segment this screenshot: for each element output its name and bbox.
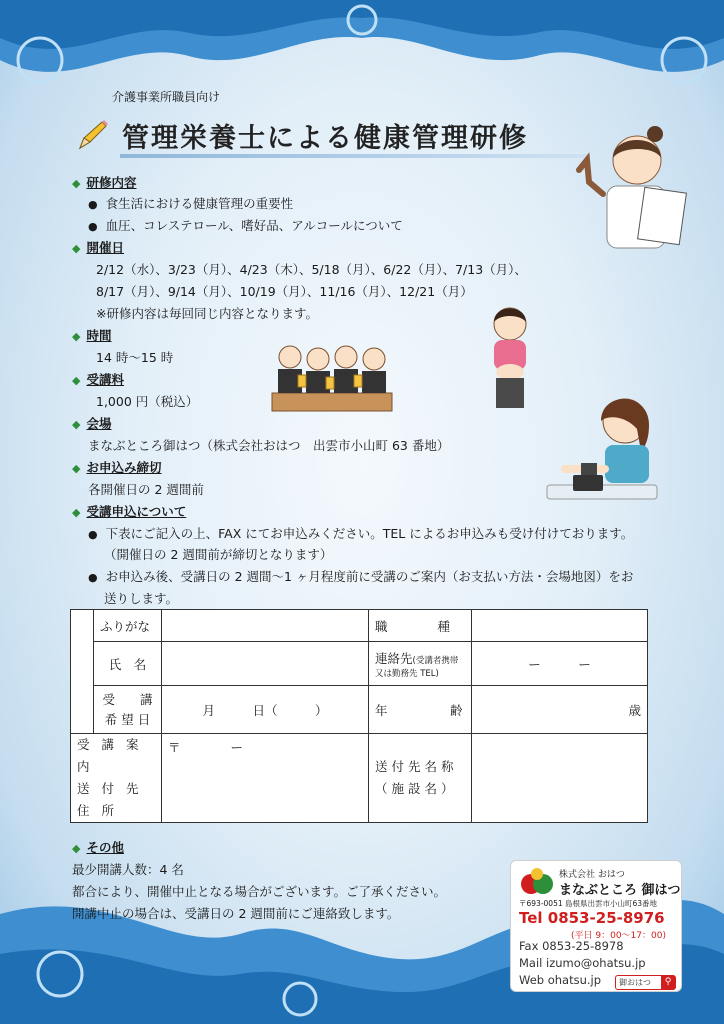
fee-value: 1,000 円（税込） — [96, 394, 199, 409]
company-info-card — [510, 860, 682, 992]
list-item: ● お申込み後、受講日の 2 週間～1 ヶ月程度前に受講のご案内（お支払い方法・会場地図）をお — [88, 569, 634, 584]
desired-date-field[interactable]: 月 日（ ） — [162, 686, 369, 734]
dates-line-2: 8/17（月）、9/14（月）、10/19（月）、11/16（月）、12/21（月） — [96, 284, 473, 299]
drinking-people-illustration — [270, 335, 394, 413]
age-unit: 歳 — [628, 702, 641, 718]
other-line-1: 最少開講人数：4 名 — [72, 862, 184, 877]
top-decorative-frame — [0, 0, 724, 110]
desired-date-label: 受 講 希 望 日 — [94, 686, 162, 734]
title-underline — [120, 154, 590, 158]
diamond-icon: ◆ — [72, 418, 81, 431]
diamond-icon: ◆ — [72, 374, 81, 387]
furigana-label: ふりがな — [94, 610, 162, 642]
business-hours: (平日 9：00～17：00) — [571, 931, 666, 941]
list-item: ● 下表にご記入の上、FAX にてお申込みください。TEL によるお申込みも受け付けております。 — [88, 526, 634, 541]
list-item-continued: 送りします。 — [104, 591, 179, 606]
section-deadline-heading: ◆ お申込み締切 — [72, 458, 161, 479]
occupation-label: 職 種 — [369, 610, 472, 642]
destination-name-field[interactable] — [472, 734, 648, 823]
section-content-heading: ◆ 研修内容 — [72, 173, 136, 194]
list-item: ● 食生活における健康管理の重要性 — [88, 196, 294, 211]
list-item: ● 血圧、コレステロール、嗜好品、アルコールについて — [88, 218, 403, 233]
contact-label-cell — [369, 642, 472, 686]
section-other-heading: ◆ その他 — [72, 838, 124, 859]
deadline-value: 各開催日の 2 週間前 — [88, 482, 204, 497]
dates-note: ※研修内容は毎回同じ内容となります。 — [96, 306, 318, 321]
section-venue-heading: ◆ 会場 — [72, 414, 111, 435]
furigana-field[interactable] — [162, 610, 369, 642]
occupation-field[interactable] — [472, 610, 648, 642]
contact-note: 又は勤務先 TEL) — [375, 668, 439, 679]
diamond-icon: ◆ — [72, 842, 81, 855]
company-name: 株式会社 おはつ — [559, 870, 625, 880]
dates-line-1: 2/12（水）、3/23（月）、4/23（木）、5/18（月）、6/22（月）、7/13（月）、 — [96, 262, 527, 277]
diamond-icon: ◆ — [72, 177, 81, 190]
venue-value: まなぶところ御はつ（株式会社おはつ 出雲市小山町 63 番地） — [88, 438, 450, 453]
company-address: 〒693-0051 島根県出雲市小山町63番地 — [519, 899, 658, 908]
page-title: 管理栄養士による健康管理研修 — [122, 123, 528, 154]
section-time-heading: ◆ 時間 — [72, 326, 111, 347]
list-item-continued: （開催日の 2 週間前が締切となります） — [104, 547, 333, 562]
diamond-icon: ◆ — [72, 506, 81, 519]
teacher-illustration — [575, 120, 695, 250]
search-label: 御おはつ — [619, 978, 651, 987]
other-line-2: 都合により、開催中止となる場合がございます。ご了承ください。 — [72, 884, 447, 899]
title-area — [70, 112, 610, 162]
diamond-icon: ◆ — [72, 462, 81, 475]
company-mail[interactable]: Mail izumo@ohatsu.jp — [519, 956, 646, 970]
diamond-icon: ◆ — [72, 242, 81, 255]
contact-label: 連絡先(受講者携帯 — [375, 650, 459, 666]
contact-phone-field[interactable]: ー ー — [472, 642, 648, 686]
destination-name-label: 送付先名称 （施設名） — [369, 734, 472, 823]
search-box[interactable] — [615, 975, 676, 990]
section-dates-heading: ◆ 開催日 — [72, 238, 124, 259]
application-form — [70, 609, 648, 823]
company-tel: Tel 0853-25-8976 — [519, 909, 665, 927]
send-address-field[interactable] — [162, 734, 369, 823]
name-field[interactable] — [162, 642, 369, 686]
company-web[interactable]: Web ohatsu.jp — [519, 973, 602, 987]
blood-pressure-illustration — [545, 385, 665, 509]
send-address-label: 受 講 案 内 送 付 先 住 所 — [71, 734, 162, 823]
name-label: 氏 名 — [94, 642, 162, 686]
diamond-icon: ◆ — [72, 330, 81, 343]
company-fax: Fax 0853-25-8978 — [519, 939, 624, 953]
logo-icon — [519, 866, 555, 896]
section-apply-heading: ◆ 受講申込について — [72, 502, 186, 523]
section-fee-heading: ◆ 受講料 — [72, 370, 124, 391]
other-line-3: 開講中止の場合は、受講日の 2 週間前にご連絡致します。 — [72, 906, 400, 921]
time-value: 14 時～15 時 — [96, 350, 174, 365]
pencil-icon — [74, 118, 110, 154]
target-audience: 介護事業所職員向け — [112, 90, 221, 104]
postal-code-template: 〒 ー — [168, 740, 244, 755]
age-field[interactable] — [472, 686, 648, 734]
age-label: 年 齢 — [369, 686, 472, 734]
woman-belly-illustration — [480, 302, 540, 414]
form-margin-cell — [71, 610, 94, 734]
brand-name: まなぶところ 御はつ — [559, 883, 681, 898]
search-icon: ⚲ — [661, 976, 675, 989]
